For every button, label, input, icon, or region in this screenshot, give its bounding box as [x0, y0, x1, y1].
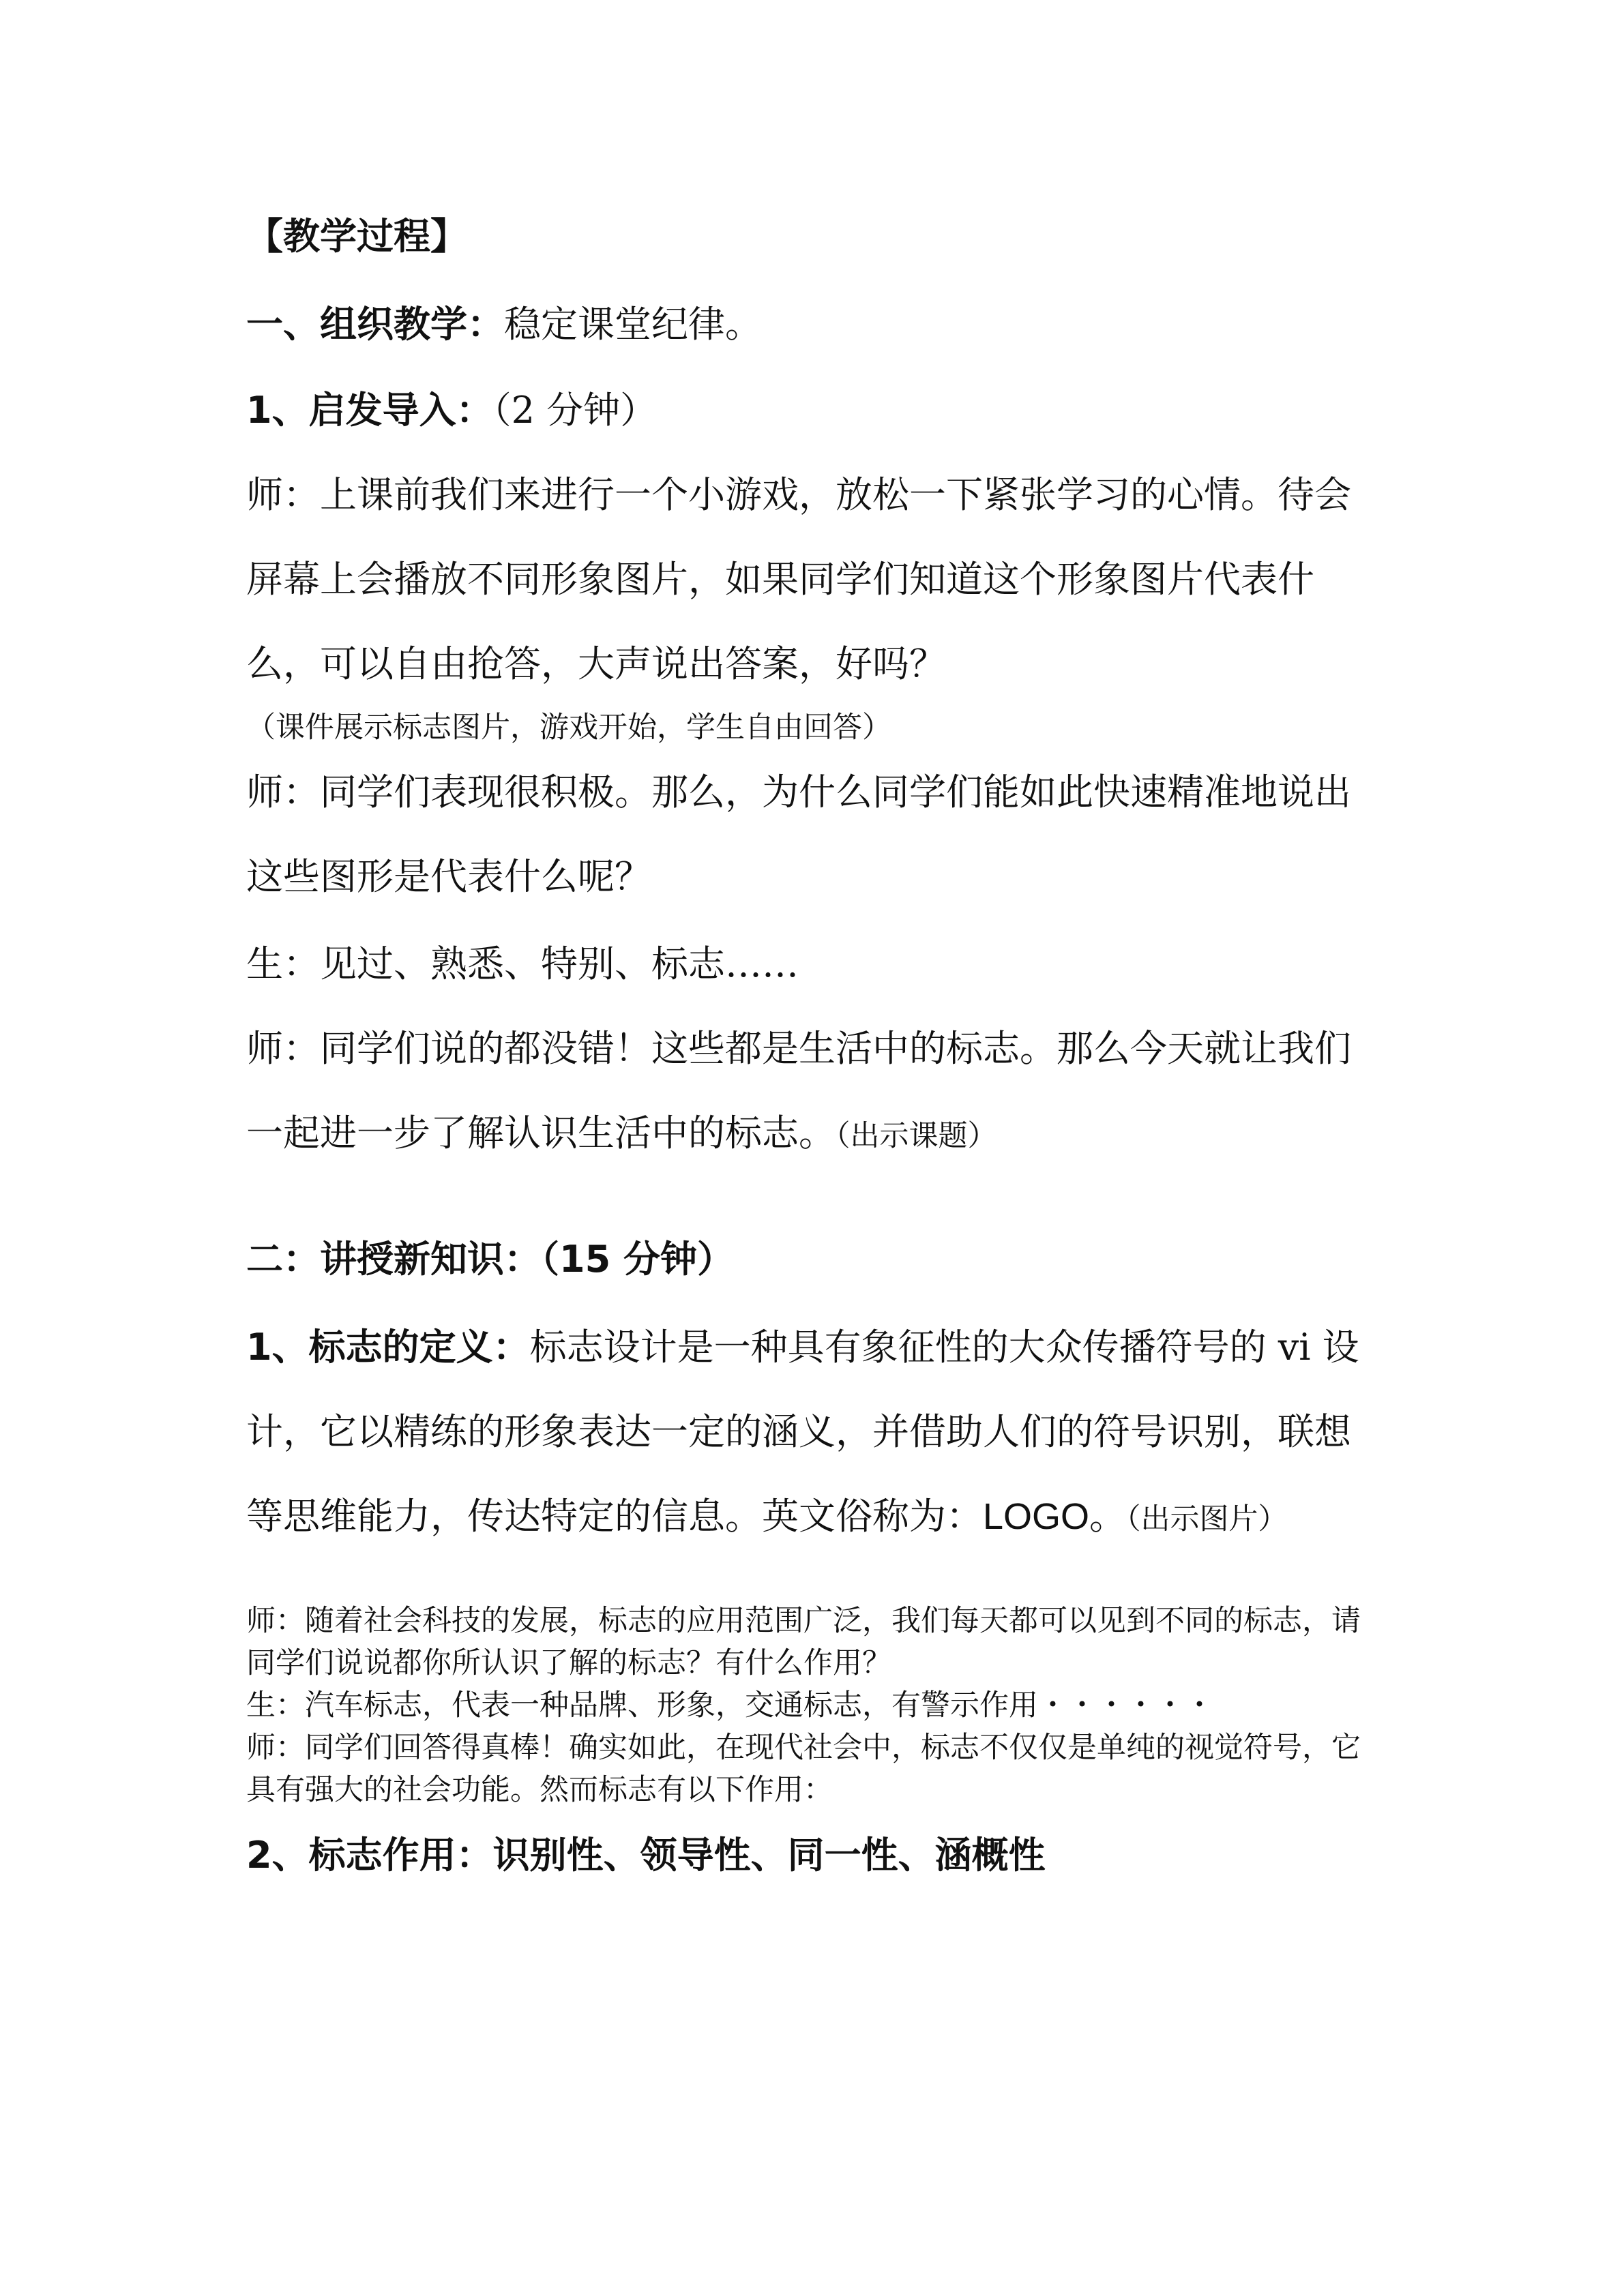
step1-heading-bold: 1、启发导入：	[246, 389, 493, 432]
courseware-note: （课件展示标志图片，游戏开始，学生自由回答）	[246, 711, 891, 745]
part2-heading: 二：讲授新知识：（15 分钟）	[246, 1238, 734, 1281]
step1-heading	[246, 368, 1378, 453]
step1-heading-text: （2 分钟）	[492, 389, 658, 432]
part1-heading	[246, 282, 1378, 367]
logo-definition-paragraph	[246, 1305, 1378, 1562]
logo-word: LOGO	[983, 1496, 1090, 1537]
show-image-note: （出示图片）	[1126, 1502, 1288, 1536]
teacher-question2-paragraph: 师：随着社会科技的发展，标志的应用范围广泛，我们每天都可以见到不同的标志，请同学们说说都你所认识了解的标志？有什么作用？	[246, 1604, 1361, 1680]
student-answer2-paragraph: 生：汽车标志，代表一种品牌、形象，交通标志，有警示作用・・・・・・	[246, 1688, 1214, 1723]
student-answer-paragraph: 生：见过、熟悉、特别、标志……	[246, 942, 799, 985]
teacher-intro-paragraph: 师：上课前我们来进行一个小游戏，放松一下紧张学习的心情。待会屏幕上会播放不同形象图片，如果同学们知道这个形象图片代表什么，可以自由抢答，大声说出答案，好吗？	[246, 473, 1351, 685]
definition-bold: 1、标志的定义：	[246, 1326, 530, 1369]
teacher-question-paragraph: 师：同学们表现很积极。那么，为什么同学们能如此快速精准地说出这些图形是代表什么呢？	[246, 771, 1351, 898]
teacher-summary-text: 师：同学们说的都没错！这些都是生活中的标志。那么今天就让我们一起进一步了解认识生活中的标志。	[246, 1027, 1351, 1154]
part1-heading-bold: 一、组织教学：	[246, 303, 504, 346]
section-title: 【教学过程】	[246, 215, 467, 258]
definition-end: 。	[1089, 1495, 1127, 1538]
show-topic-note: （出示课题）	[836, 1119, 997, 1153]
teacher-summary2-paragraph: 师：同学们回答得真棒！确实如此，在现代社会中，标志不仅仅是单纯的视觉符号，它具有强大的社会功能。然而标志有以下作用：	[246, 1731, 1361, 1807]
definition-text: 标志设计是一种具有象征性的大众传播符号的 vi 设计，它以精练的形象表达一定的涵义，并借助人们的符号识别，联想等思维能力，传达特定的信息。英文俗称为：	[246, 1326, 1359, 1538]
logo-role-heading: 2、标志作用：识别性、领导性、同一性、涵概性	[246, 1834, 1046, 1877]
teacher-summary-paragraph	[246, 1007, 1378, 1178]
part1-heading-text: 稳定课堂纪律。	[504, 303, 762, 346]
